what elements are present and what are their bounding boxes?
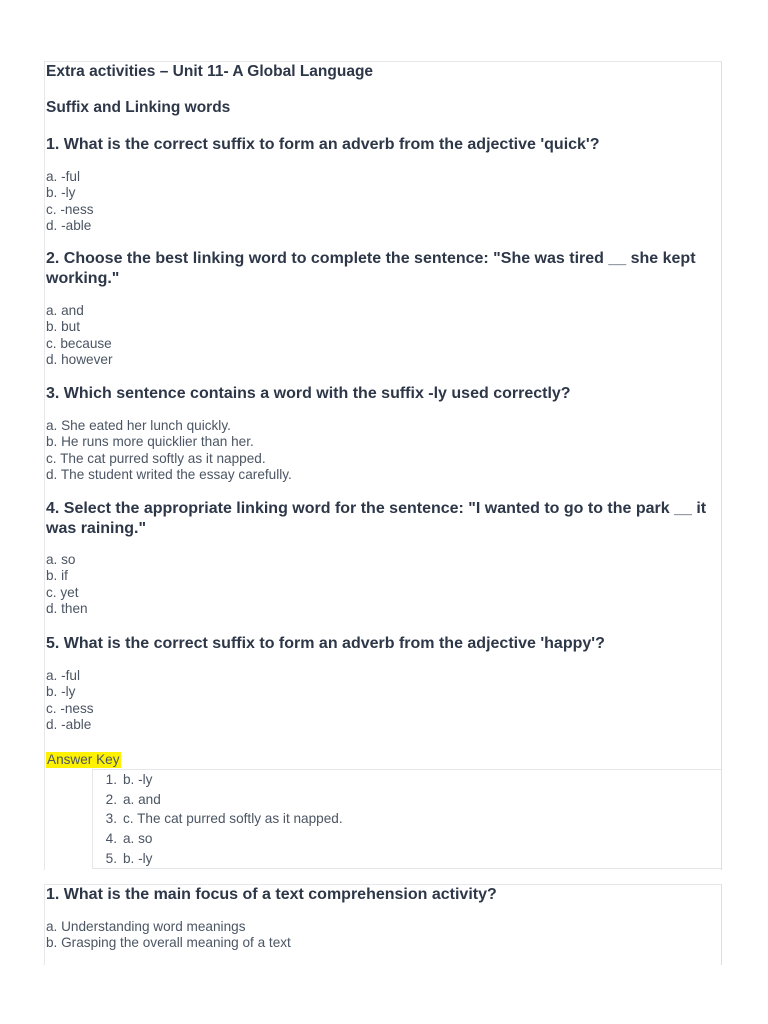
option: a. -ful <box>46 169 80 184</box>
question-3-options <box>46 418 716 483</box>
answer-key-label: Answer Key <box>47 752 120 767</box>
question-text: 4. Select the appropriate linking word for the sentence: "I wanted to go to the park __ it was raining." <box>46 500 707 537</box>
answer-key-row <box>93 790 721 810</box>
option: b. Grasping the overall meaning of a text <box>46 935 291 951</box>
answer-key-table <box>92 769 721 869</box>
question-text: 2. Choose the best linking word to complete the sentence: "She was tired __ she kept working." <box>46 250 696 287</box>
option: d. The student writed the essay carefully. <box>46 466 292 482</box>
answer-number: 4. <box>105 831 117 847</box>
document-title-block <box>46 62 716 82</box>
option: b. -ly <box>46 185 76 201</box>
option: c. because <box>46 335 112 351</box>
option: d. -able <box>46 716 92 732</box>
option: b. if <box>46 568 68 584</box>
answer-key-row <box>93 829 721 849</box>
question-text: 1. What is the main focus of a text comprehension activity? <box>46 886 497 903</box>
option: c. -ness <box>46 201 94 217</box>
option: a. Understanding word meanings <box>46 919 246 934</box>
answer-number: 1. <box>105 772 117 787</box>
question-2-options <box>46 303 716 368</box>
answer-text: b. -ly <box>123 772 153 787</box>
option: b. He runs more quicklier than her. <box>46 434 254 450</box>
question-1-options <box>46 169 716 234</box>
answer-text: b. -ly <box>123 850 153 866</box>
option: a. -ful <box>46 668 80 683</box>
option: d. however <box>46 351 113 367</box>
question-2 <box>46 249 716 289</box>
answer-key-row <box>93 809 721 829</box>
option: d. -able <box>46 217 92 233</box>
answer-text: a. and <box>123 791 161 807</box>
option: a. and <box>46 303 84 318</box>
option: c. The cat purred softly as it napped. <box>46 450 266 466</box>
question-5-options <box>46 668 716 733</box>
option: d. then <box>46 600 88 616</box>
question-3 <box>46 384 716 404</box>
answer-number: 5. <box>105 850 117 866</box>
option: c. -ness <box>46 700 94 716</box>
section2-question <box>46 885 716 905</box>
answer-key-row <box>93 770 721 790</box>
answer-number: 2. <box>105 791 117 807</box>
question-text: 5. What is the correct suffix to form an adverb from the adjective 'happy'? <box>46 635 605 652</box>
question-text: 3. Which sentence contains a word with the suffix -ly used correctly? <box>46 385 571 402</box>
answer-number: 3. <box>105 811 117 827</box>
question-1 <box>46 135 716 155</box>
question-text: 1. What is the correct suffix to form an adverb from the adjective 'quick'? <box>46 136 600 153</box>
section-subtitle-block <box>46 98 716 118</box>
option: c. yet <box>46 584 79 600</box>
section-subtitle: Suffix and Linking words <box>46 99 231 116</box>
section2-options <box>46 919 716 952</box>
option: a. so <box>46 552 76 567</box>
document-title: Extra activities – Unit 11- A Global Language <box>46 63 374 80</box>
answer-text: a. so <box>123 831 153 847</box>
question-5 <box>46 634 716 654</box>
answer-text: c. The cat purred softly as it napped. <box>123 811 343 827</box>
answer-key-row <box>93 849 721 869</box>
option: a. She eated her lunch quickly. <box>46 418 231 433</box>
option: b. -ly <box>46 684 76 700</box>
option: b. but <box>46 319 81 335</box>
question-4 <box>46 499 716 539</box>
question-4-options <box>46 552 716 617</box>
